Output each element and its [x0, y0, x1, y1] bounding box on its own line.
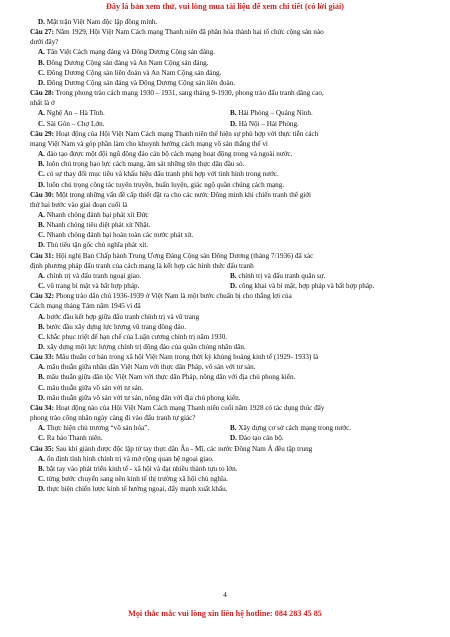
question-stem [30, 27, 430, 37]
option-text: Đông Dương Cộng sản liên đoàn và An Nam Cộng sản đảng. [46, 68, 222, 77]
option-letter: C. [38, 119, 45, 128]
answer-option [230, 108, 430, 118]
option-text: vũ trang bí mật và bất hợp pháp. [46, 282, 140, 291]
option-letter: D. [38, 485, 45, 494]
question-text: thứ hai bước vào giai đoạn cuối là [30, 200, 128, 209]
option-text: luôn chú trọng bạo lực cách mạng, âm sát những tên thực dân đầu sỏ. [46, 160, 245, 169]
question-text: Hội nghị Ban Chấp hành Trung Ương Đảng Cộng sản Đông Dương (tháng 7/1936) đã xác [55, 251, 314, 260]
option-text: đào tạo được một đội ngũ đông đảo cán bộ cách mạng hoạt động trong và ngoài nước. [46, 150, 293, 159]
answer-option-pair [30, 281, 430, 291]
answer-option [230, 423, 430, 433]
answer-option [30, 180, 430, 190]
option-text: Sài Gòn – Chợ Lớn. [46, 119, 105, 128]
option-letter: A. [38, 150, 45, 159]
question-stem-continued [30, 200, 430, 210]
question-text: phong trào công nhân ngày càng đi vào đấu tranh tự giác? [30, 414, 196, 423]
question-number: Câu 30: [30, 190, 55, 199]
question-number: Câu 34: [30, 403, 55, 412]
answer-option-pair [30, 119, 430, 129]
option-text: thực hiện chiến lược kinh tế hướng ngoại, đẩy mạnh xuất khẩu. [46, 485, 228, 494]
option-letter: D. [230, 282, 237, 291]
question-text: Hoạt động nào của Hội Việt Nam Cách mạng Thanh niên cuối năm 1928 có tác dụng thúc đẩy [55, 403, 325, 412]
option-text: Đông Dương Cộng sản đảng và Đông Dương Cộng sản liên đoàn. [46, 78, 235, 87]
option-text: từng bước chuyển sang nền kinh tế thị trường xã hội chủ nghĩa. [46, 475, 228, 484]
answer-option [30, 169, 430, 179]
answer-option [30, 108, 230, 118]
question-number: Câu 27: [30, 28, 55, 37]
preview-banner: Đây là bản xem thử, vui lòng mua tài liệu để xem chi tiết (có lời giải) [105, 2, 344, 11]
question-text: định phương pháp đấu tranh của cách mạng là kết hợp các hình thức đấu tranh [30, 261, 254, 270]
option-text: Đào tạo cán bộ. [238, 434, 284, 443]
question-stem [30, 88, 430, 98]
question-text: Trong phong trào cách mạng 1930 – 1931, sang tháng 9-1930, phong trào đấu tranh dâng cao, [55, 89, 324, 98]
option-text: chính trị và đấu tranh ngoại giao. [46, 271, 142, 280]
hotline-footer: Mọi thắc mắc vui lòng xin liên hệ hotline: 084 283 45 85 [128, 609, 322, 618]
question-text: Cách mạng tháng Tám năm 1945 vì đã [30, 302, 141, 311]
option-letter: B. [38, 464, 45, 473]
question-text: Sau khi giành được độc lập từ tay thực dân Âu - Mĩ, các nước Đông Nam Á đều tập trung [55, 444, 313, 453]
answer-option [30, 362, 430, 372]
option-text: khắc phục triệt để hạn chế của Luận cương chính trị năm 1930. [46, 332, 228, 341]
question-text: Phong trào dân chủ 1936-1939 ở Việt Nam là một bước chuẩn bị cho thắng lợi của [55, 292, 292, 301]
answer-option [30, 342, 430, 352]
question-text: Một trong những vấn đề cấp thiết đặt ra cho các nước Đông minh khi chiến tranh thế giới [55, 190, 312, 199]
question-text: mạng Việt Nam và góp phần làm cho khuynh hướng cách mạng vô sản thắng thế vì [30, 139, 268, 148]
question-number: Câu 29: [30, 129, 55, 138]
option-text: Nghệ An – Hà Tĩnh. [46, 109, 105, 118]
option-text: có sự thay đổi mục tiêu và khẩu hiệu đấu tranh phù hợp với tình hình trong nước. [46, 170, 279, 179]
option-text: luôn chú trọng công tác tuyên truyền, huấn luyện, giác ngộ quần chúng cách mạng. [46, 180, 285, 189]
option-letter: D. [38, 18, 45, 26]
question-stem [30, 251, 430, 261]
question-stem-continued [30, 37, 430, 47]
option-letter: C. [38, 434, 45, 443]
option-letter: D. [38, 343, 45, 351]
option-text: công khai và bí mật, hợp pháp và bất hợp pháp. [238, 282, 375, 291]
answer-option [30, 322, 430, 332]
answer-option [30, 372, 430, 382]
option-letter: B. [38, 373, 45, 382]
question-stem-continued [30, 301, 430, 311]
question-stem [30, 190, 430, 200]
option-letter: B. [38, 221, 45, 230]
option-letter: C. [38, 383, 45, 392]
answer-option [30, 58, 430, 68]
option-letter: B. [38, 322, 45, 331]
question-text: Hoạt động của Hội Việt Nam Cách mạng Thanh niên thể hiện sự phù hợp với thực tiễn cách [55, 129, 319, 138]
answer-option [230, 271, 430, 281]
answer-option [230, 433, 430, 443]
option-text: mâu thuẫn giữa vô sản với tư sản, nông dân với địa chủ phong kiến. [46, 393, 241, 402]
answer-option [30, 240, 430, 250]
answer-option [230, 281, 430, 291]
answer-option [30, 210, 430, 220]
option-letter: A. [38, 271, 45, 280]
question-text: nhất là ở [30, 99, 55, 108]
option-text: Hải Phòng – Quảng Ninh. [238, 109, 313, 118]
option-letter: D. [38, 241, 45, 250]
option-letter: A. [38, 454, 45, 463]
option-text: xây dựng một lực lượng chính trị đông đảo của quần chúng nhân dân. [46, 343, 246, 351]
question-text: Năm 1929, Hội Việt Nam Cách mạng Thanh niên đã phân hóa thành hai tổ chức cộng sản nào [55, 28, 324, 37]
answer-option [30, 281, 230, 291]
option-letter: C. [38, 68, 45, 77]
option-text: mâu thuẫn giữa vô sản với tư sản. [46, 383, 144, 392]
question-stem [30, 403, 430, 413]
answer-option-pair [30, 433, 430, 443]
answer-option [30, 423, 230, 433]
option-letter: B. [230, 109, 237, 118]
question-stem [30, 444, 430, 454]
option-letter: A. [38, 424, 45, 433]
option-text: bước đầu xây dựng lực lượng vũ trang đông đảo. [46, 322, 186, 331]
answer-option [30, 464, 430, 474]
answer-option-pair [30, 271, 430, 281]
option-letter: A. [38, 363, 45, 372]
option-letter: C. [38, 332, 45, 341]
question-stem-continued [30, 139, 430, 149]
document-body [30, 17, 430, 494]
question-stem [30, 352, 430, 362]
question-number: Câu 33: [30, 353, 55, 362]
option-text: Hà Nội – Hải Phòng. [238, 119, 299, 128]
answer-option [30, 159, 430, 169]
option-text: Mặt trận Việt Nam độc lập đồng minh. [46, 18, 158, 26]
answer-option [30, 119, 230, 129]
option-letter: D. [38, 393, 45, 402]
option-text: mâu thuẫn giữa dân tộc Việt Nam với thực dân Pháp, nông dân với địa chủ phong kiến. [46, 373, 296, 382]
option-letter: D. [230, 119, 237, 128]
question-number: Câu 28: [30, 89, 55, 98]
option-text: chính trị và đấu tranh quân sự. [238, 271, 326, 280]
answer-option [30, 68, 430, 78]
answer-option [30, 149, 430, 159]
option-letter: D. [230, 434, 237, 443]
option-text: bước đầu kết hợp giữa đấu tranh chính trị và vũ trang [46, 312, 200, 321]
option-text: ổn định tình hình chính trị và mở rộng quan hệ ngoại giao. [46, 454, 214, 463]
answer-option [30, 17, 430, 27]
option-letter: C. [38, 170, 45, 179]
page-number: 4 [223, 590, 227, 599]
answer-option [30, 332, 430, 342]
option-letter: C. [38, 231, 45, 240]
question-number: Câu 32: [30, 292, 55, 301]
option-text: Đông Dương Cộng sản đảng và An Nam Cộng sản đảng. [46, 58, 209, 67]
option-letter: D. [38, 78, 45, 87]
answer-option [30, 393, 430, 403]
question-number: Câu 31: [30, 251, 55, 260]
answer-option-pair [30, 423, 430, 433]
option-text: Ra báo Thanh niên. [46, 434, 103, 443]
question-stem-continued [30, 413, 430, 423]
option-letter: B. [230, 271, 237, 280]
option-letter: A. [38, 48, 45, 57]
answer-option [30, 230, 430, 240]
answer-option [30, 383, 430, 393]
answer-option [30, 484, 430, 494]
option-letter: C. [38, 475, 45, 484]
option-text: bắt tay vào phát triển kinh tế - xã hội và đạt nhiều thành tựu to lớn. [46, 464, 238, 473]
option-text: Thực hiện chủ trương “vô sản hóa”. [46, 424, 150, 433]
option-text: Tân Việt Cách mạng đảng và Đông Dương Cộng sản đảng. [46, 48, 215, 57]
answer-option [30, 433, 230, 443]
question-stem-continued [30, 98, 430, 108]
question-text: dưới đây? [30, 38, 59, 47]
option-letter: A. [38, 210, 45, 219]
answer-option [30, 271, 230, 281]
question-stem [30, 291, 430, 301]
answer-option [30, 220, 430, 230]
option-text: Xây dựng cơ sở cách mạng trong nước. [238, 424, 352, 433]
option-text: Thủ tiêu tận gốc chủ nghĩa phát xít. [46, 241, 149, 250]
option-letter: C. [38, 282, 45, 291]
answer-option-pair [30, 108, 430, 118]
question-stem-continued [30, 261, 430, 271]
option-letter: A. [38, 312, 45, 321]
answer-option [30, 454, 430, 464]
option-text: Nhanh chóng đánh bại hoàn toàn các nước phát xít. [46, 231, 194, 240]
answer-option [30, 78, 430, 88]
option-letter: B. [38, 160, 45, 169]
option-text: Nhanh chóng tiêu diệt phát xít Nhật. [46, 221, 151, 230]
option-letter: B. [230, 424, 237, 433]
option-letter: B. [38, 58, 45, 67]
question-text: Mâu thuẫn cơ bản trong xã hội Việt Nam trong thời kỳ khủng hoảng kinh tế (1929- 1933) là [55, 353, 319, 362]
answer-option [30, 474, 430, 484]
option-text: mâu thuẫn giữa nhân dân Việt Nam với thực dân Pháp, vô sản với tư sản. [46, 363, 256, 372]
answer-option [230, 119, 430, 129]
answer-option [30, 312, 430, 322]
option-text: Nhanh chóng đánh bại phát xít Đức [46, 210, 149, 219]
answer-option [30, 47, 430, 57]
question-stem [30, 129, 430, 139]
question-number: Câu 35: [30, 444, 55, 453]
option-letter: D. [38, 180, 45, 189]
option-letter: A. [38, 109, 45, 118]
